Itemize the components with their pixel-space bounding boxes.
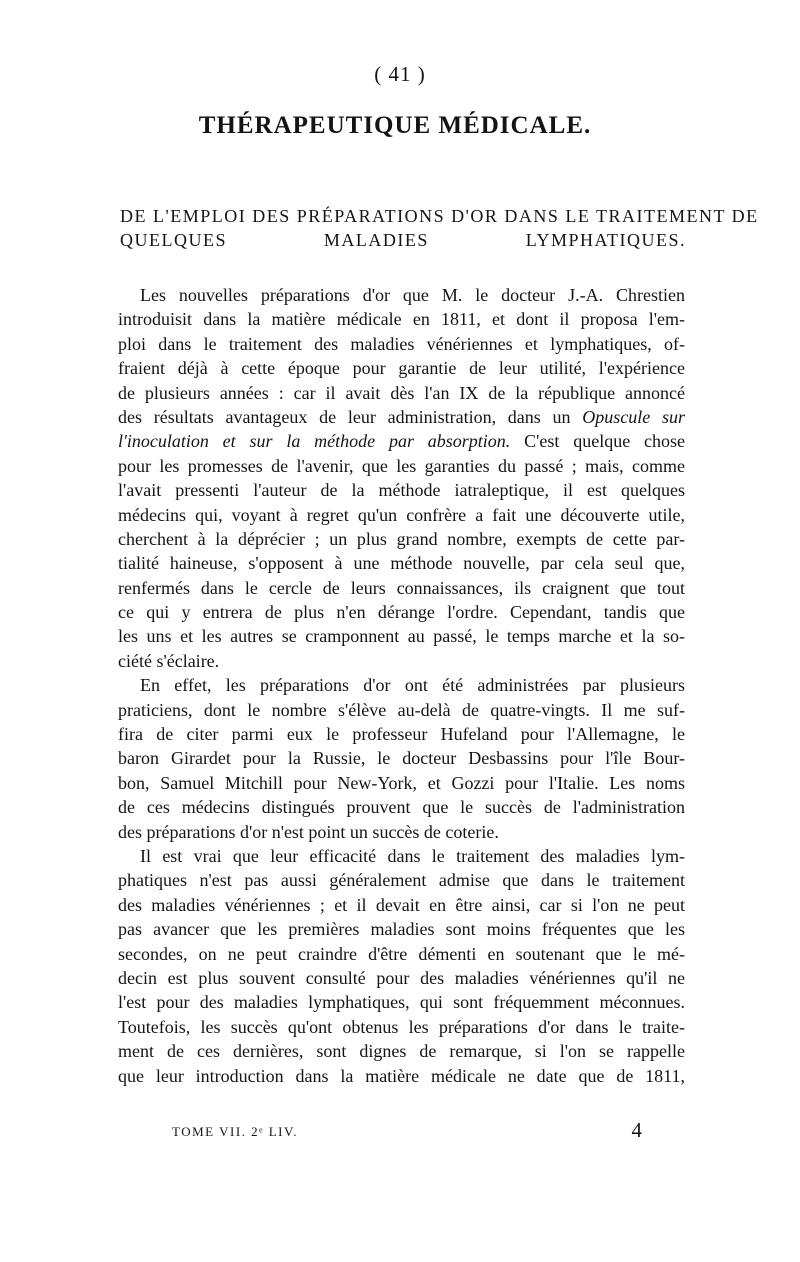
text-line: Toutefois, les succès qu'ont obtenus les préparations d'or dans le traite- (118, 1016, 685, 1037)
section-title: THÉRAPEUTIQUE MÉDICALE. (198, 112, 592, 139)
text-line: l'est pour des maladies lymphatiques, qui sont fréquemment méconnues. (118, 992, 685, 1013)
text-line: de plusieurs années : car il avait dès l'an IX de la république annoncé (118, 382, 685, 403)
page-number: ( 41 ) (374, 62, 426, 86)
text-line: bon, Samuel Mitchill pour New-York, et Gozzi pour l'Italie. Les noms (118, 772, 685, 793)
text-line: que leur introduction dans la matière médicale ne date que de 1811, (118, 1065, 685, 1086)
text-line: decin est plus souvent consulté pour des maladies vénériennes qu'il ne (118, 967, 685, 988)
article-heading-line: QUELQUES MALADIES LYMPHATIQUES. (120, 230, 686, 251)
text-line (118, 429, 685, 453)
italic-title-segment: Opuscule sur (582, 406, 685, 427)
text-line: de ces médecins distingués prouvent que le succès de l'administration (118, 797, 685, 818)
text-line: ciété s'éclaire. (118, 650, 220, 671)
text-line: des préparations d'or n'est point un succès de coterie. (118, 821, 499, 842)
text-line: Il est vrai que leur efficacité dans le traitement des maladies lym- (140, 845, 685, 866)
paragraph-3 (118, 844, 685, 1088)
text-line: tialité haineuse, s'opposent à une méthode nouvelle, par cela seul que, (118, 553, 685, 574)
text-line: pas avancer que les premières maladies sont moins fréquentes que les (118, 919, 685, 940)
text-line: ce qui y entrera de plus n'en dérange l'ordre. Cependant, tandis que (118, 602, 685, 623)
text-line: phatiques n'est pas aussi généralement admise que dans le traitement (118, 870, 685, 891)
text-line: Les nouvelles préparations d'or que M. le docteur J.-A. Chrestien (140, 285, 685, 305)
text-line: médecins qui, voyant à regret qu'un confrère a fait une découverte utile, (118, 504, 685, 525)
text-line: pour les promesses de l'avenir, que les garanties du passé ; mais, comme (118, 455, 685, 476)
article-body (118, 283, 685, 1088)
text-line: des maladies vénériennes ; et il devait en être ainsi, car si l'on ne peut (118, 894, 685, 915)
italic-title-segment: l'inoculation et sur la méthode par absorption. (118, 431, 511, 452)
text-line: fira de citer parmi eux le professeur Hufeland pour l'Allemagne, le (118, 724, 685, 745)
text-line: secondes, on ne peut craindre d'être démenti en soutenant que le mé- (118, 943, 685, 964)
text-line: l'avait pressenti l'auteur de la méthode iatraleptique, il est quelques (118, 480, 685, 501)
text-line: renfermés dans le cercle de leurs connaissances, ils craignent que tout (118, 577, 685, 598)
signature-mark: 4 (631, 1118, 642, 1142)
paragraph-2 (118, 673, 685, 844)
text-segment: des résultats avantageux de leur administration, dans un (118, 406, 571, 427)
volume-label: TOME VII. 2ᵉ LIV. (172, 1124, 298, 1139)
text-segment: C'est quelque chose (524, 431, 686, 452)
text-line: baron Girardet pour la Russie, le docteur Desbassins pour l'île Bour- (118, 748, 685, 769)
text-line: cherchent à la déprécier ; un plus grand nombre, exempts de cette par- (118, 528, 685, 549)
text-line: ment de ces dernières, sont dignes de remarque, si l'on se rappelle (118, 1041, 685, 1062)
text-line: fraient déjà à cette époque pour garantie de leur utilité, l'expérience (118, 358, 685, 379)
paragraph-1 (118, 283, 685, 673)
text-line: praticiens, dont le nombre s'élève au-delà de quatre-vingts. Il me suf- (118, 699, 685, 720)
text-line: ploi dans le traitement des maladies vénériennes et lymphatiques, of- (118, 333, 685, 354)
text-line: introduisit dans la matière médicale en 1811, et dont il proposa l'em- (118, 309, 685, 330)
article-heading-line: DE L'EMPLOI DES PRÉPARATIONS D'OR DANS LE TRAITEMENT DE (120, 206, 759, 226)
article-heading (120, 204, 759, 253)
text-line: En effet, les préparations d'or ont été administrées par plusieurs (140, 675, 685, 696)
text-line: les uns et les autres se cramponnent au passé, le temps marche et la so- (118, 626, 685, 647)
text-line (118, 405, 685, 429)
page-footer (172, 1118, 642, 1148)
